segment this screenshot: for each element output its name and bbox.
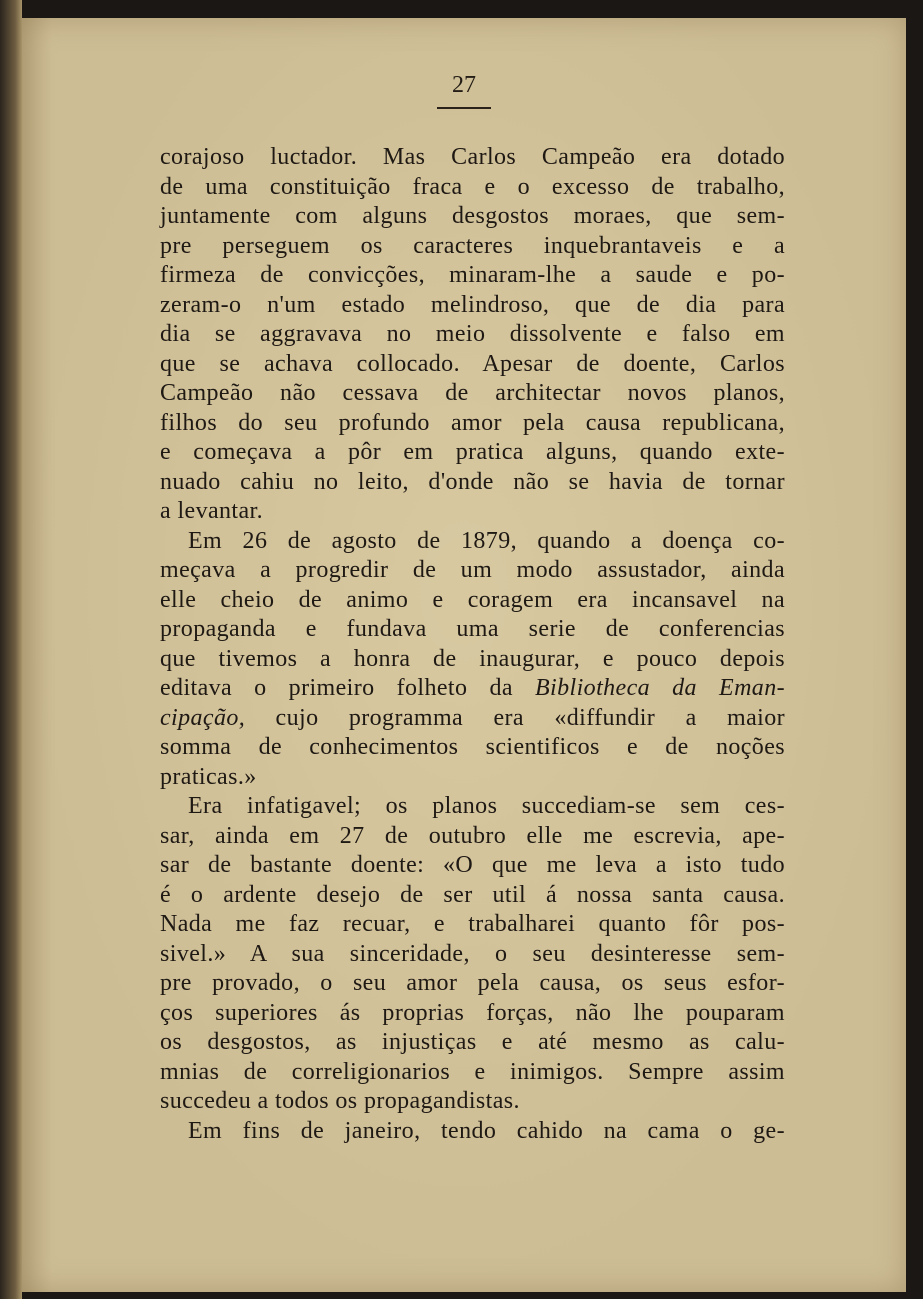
text-run: sar de bastante doente: «O que me leva a isto tudo [160, 852, 785, 878]
text-line [160, 291, 785, 321]
text-line [160, 910, 785, 940]
text-line [160, 763, 785, 793]
text-line [160, 468, 785, 498]
text-line [160, 202, 785, 232]
italic-text: cipação, [160, 704, 246, 731]
text-run: pre perseguem os caracteres inquebrantaveis e a [160, 232, 785, 259]
text-line [160, 320, 785, 350]
text-line [160, 674, 785, 704]
text-run: que se achava collocado. Apesar de doente, Carlos [160, 350, 785, 377]
text-run: succedeu a todos os propagandistas. [160, 1088, 520, 1114]
text-run: praticas.» [160, 763, 257, 790]
text-run: elle cheio de animo e coragem era incansavel na [160, 586, 785, 613]
text-run: Era infatigavel; os planos succediam-se sem ces- [188, 793, 785, 819]
text-line [160, 586, 785, 616]
text-run: sivel.» A sua sinceridade, o seu desinteresse sem- [160, 940, 785, 967]
text-line [160, 379, 785, 409]
text-run: a levantar. [160, 498, 264, 524]
text-line [160, 1058, 785, 1088]
text-line [160, 1117, 785, 1147]
text-run: corajoso luctador. Mas Carlos Campeão era dotado [160, 144, 785, 170]
text-line [160, 881, 785, 911]
text-run: de uma constituição fraca e o excesso de trabalho, [160, 173, 785, 200]
text-line [160, 527, 785, 557]
text-run: Em fins de janeiro, tendo cahido na cama o ge- [188, 1117, 785, 1144]
text-line [160, 999, 785, 1029]
text-line [160, 733, 785, 763]
text-run: propaganda e fundava uma serie de conferencias [160, 616, 785, 642]
text-line [160, 350, 785, 380]
text-run: Campeão não cessava de architectar novos planos, [160, 380, 785, 406]
text-run: editava o primeiro folheto da [160, 675, 535, 701]
text-run: Em 26 de agosto de 1879, quando a doença co- [188, 527, 785, 554]
text-run: sar, ainda em 27 de outubro elle me escrevia, ape- [160, 822, 785, 849]
text-run: dia se aggravava no meio dissolvente e falso em [160, 321, 785, 347]
text-run: pre provado, o seu amor pela causa, os seus esfor- [160, 970, 785, 996]
text-run: nuado cahiu no leito, d'onde não se havia de tornar [160, 468, 785, 495]
text-run: que tivemos a honra de inaugurar, e pouco depois [160, 645, 785, 672]
text-line [160, 409, 785, 439]
page-number: 27 [437, 72, 491, 109]
text-line [160, 438, 785, 468]
text-run: meçava a progredir de um modo assustador, ainda [160, 557, 785, 583]
text-line [160, 792, 785, 822]
body-text [160, 143, 785, 1146]
text-line [160, 940, 785, 970]
text-run: ços superiores ás proprias forças, não lhe pouparam [160, 999, 785, 1026]
text-line [160, 261, 785, 291]
italic-text: Bibliotheca da Eman- [535, 675, 785, 701]
text-line [160, 969, 785, 999]
text-line [160, 1087, 785, 1117]
text-run: zeram-o n'um estado melindroso, que de dia para [160, 291, 785, 318]
text-run: juntamente com alguns desgostos moraes, que sem- [160, 203, 785, 229]
text-run: cujo programma era «diffundir a maior [245, 704, 785, 731]
text-run: mnias de correligionarios e inimigos. Sempre assim [160, 1058, 785, 1085]
text-run: é o ardente desejo de ser util á nossa santa causa. [160, 881, 785, 908]
text-line [160, 704, 785, 734]
text-run: e começava a pôr em pratica alguns, quando exte- [160, 439, 785, 465]
page-gutter [0, 0, 22, 1299]
text-run: filhos do seu profundo amor pela causa republicana, [160, 409, 785, 436]
text-line [160, 556, 785, 586]
text-line [160, 497, 785, 527]
text-line [160, 822, 785, 852]
text-run: somma de conhecimentos scientificos e de noções [160, 734, 785, 760]
text-run: firmeza de convicções, minaram-lhe a saude e po- [160, 262, 785, 288]
text-run: os desgostos, as injustiças e até mesmo as calu- [160, 1029, 785, 1055]
text-line [160, 645, 785, 675]
page-header [0, 72, 923, 109]
text-line [160, 143, 785, 173]
text-line [160, 851, 785, 881]
text-line [160, 232, 785, 262]
text-line [160, 1028, 785, 1058]
text-line [160, 173, 785, 203]
text-line [160, 615, 785, 645]
text-run: Nada me faz recuar, e trabalharei quanto fôr pos- [160, 911, 785, 937]
